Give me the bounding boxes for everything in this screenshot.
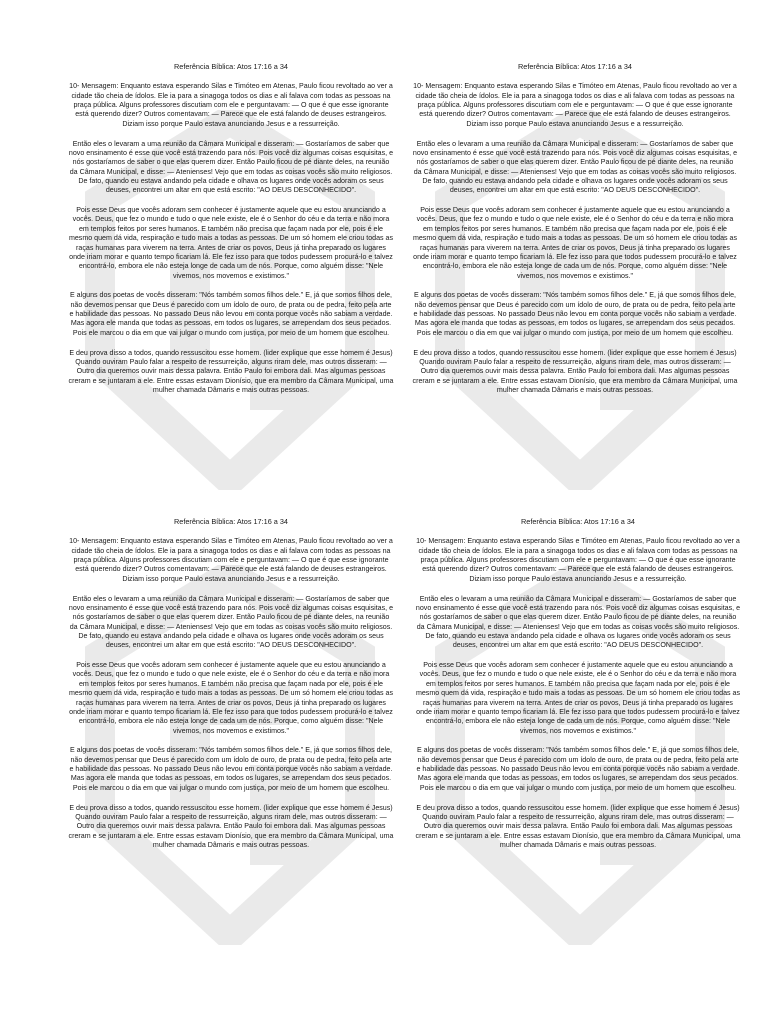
handout-card-top-right <box>412 62 738 406</box>
card-paragraph: E deu prova disso a todos, quando ressuscitou esse homem. (lider explique que esse homem é Jesus) Quando ouviram Paulo falar a respeito de ressurreição, alguns riram dele, mas outros disseram: — Outro dia queremos ouvir mais dessa palavra. Então Paulo foi embora dali. Mas algumas pessoas creram e se juntaram a ele. Entre essas estavam Dionísio, que era membro da Câmara Municipal, uma mulher chamada Dâmaris e mais outras pessoas. <box>412 348 738 394</box>
card-paragraph: E deu prova disso a todos, quando ressuscitou esse homem. (lider explique que esse homem é Jesus) Quando ouviram Paulo falar a respeito de ressurreição, alguns riram dele, mas outros disseram: — Outro dia queremos ouvir mais dessa palavra. Então Paulo foi embora dali. Mas algumas pessoas creram e se juntaram a ele. Entre essas estavam Dionísio, que era membro da Câmara Municipal, uma mulher chamada Dâmaris e mais outras pessoas. <box>415 803 741 849</box>
card-title: Referência Bíblica: Atos 17:16 a 34 <box>518 62 632 71</box>
card-paragraph: Então eles o levaram a uma reunião da Câmara Municipal e disseram: — Gostaríamos de saber que novo ensinamento é esse que você está trazendo para nós. Pois você diz algumas coisas esquisitas, e nós gostaríamos de saber o que elas querem dizer. Então Paulo ficou de pé diante deles, na reunião da Câmara Municipal, e disse: — Atenienses! Vejo que em todas as coisas vocês são muito religiosos. De fato, quando eu estava andando pela cidade e olhava os lugares onde vocês adoram os seus deuses, encontrei um altar em que está escrito: "AO DEUS DESCONHECIDO". <box>68 594 394 650</box>
card-title: Referência Bíblica: Atos 17:16 a 34 <box>174 62 288 71</box>
card-paragraph: E deu prova disso a todos, quando ressuscitou esse homem. (lider explique que esse homem é Jesus) Quando ouviram Paulo falar a respeito de ressurreição, alguns riram dele, mas outros disseram: — Outro dia queremos ouvir mais dessa palavra. Então Paulo foi embora dali. Mas algumas pessoas creram e se juntaram a ele. Entre essas estavam Dionísio, que era membro da Câmara Municipal, uma mulher chamada Dâmaris e mais outras pessoas. <box>68 803 394 849</box>
card-paragraph: E alguns dos poetas de vocês disseram: "Nós também somos filhos dele." E, já que somos filhos dele, não devemos pensar que Deus é parecido com um ídolo de ouro, de prata ou de pedra, feito pela arte e habilidade das pessoas. No passado Deus não levou em conta porque vocês não sabiam a verdade. Mas agora ele manda que todas as pessoas, em todos os lugares, se arrependam dos seus pecados. Pois ele marcou o dia em que vai julgar o mundo com justiça, por meio de um homem que escolheu. <box>413 291 737 337</box>
card-title: Referência Bíblica: Atos 17:16 a 34 <box>521 517 635 526</box>
card-paragraph: Pois esse Deus que vocês adoram sem conhecer é justamente aquele que eu estou anunciando a vocês. Deus, que fez o mundo e tudo o que nele existe, ele é o Senhor do céu e da terra e não mora em templos feitos por seres humanos. E também não precisa que façam nada por ele, pois é ele mesmo quem dá vida, respiração e tudo mais a todas as pessoas. De um só homem ele criou todas as raças humanas para viverem na terra. Antes de criar os povos, Deus já tinha preparado os lugares onde iriam morar e quanto tempo ficariam lá. Ele fez isso para que todos pudessem procurá-lo e talvez encontrá-lo, embora ele não esteja longe de cada um de nós. Porque, como alguém disse: "Nele vivemos, nos movemos e existimos." <box>415 661 741 735</box>
card-paragraph: E alguns dos poetas de vocês disseram: "Nós também somos filhos dele." E, já que somos filhos dele, não devemos pensar que Deus é parecido com um ídolo de ouro, de prata ou de pedra, feito pela arte e habilidade das pessoas. No passado Deus não levou em conta porque vocês não sabiam a verdade. Mas agora ele manda que todas as pessoas, em todos os lugares, se arrependam dos seus pecados. Pois ele marcou o dia em que vai julgar o mundo com justiça, por meio de um homem que escolheu. <box>416 746 740 792</box>
card-paragraph: Então eles o levaram a uma reunião da Câmara Municipal e disseram: — Gostaríamos de saber que novo ensinamento é esse que você está trazendo para nós. Pois você diz algumas coisas esquisitas, e nós gostaríamos de saber o que elas querem dizer. Então Paulo ficou de pé diante deles, na reunião da Câmara Municipal, e disse: — Atenienses! Vejo que em todas as coisas vocês são muito religiosos. De fato, quando eu estava andando pela cidade e olhava os lugares onde vocês adoram os seus deuses, encontrei um altar em que está escrito: "AO DEUS DESCONHECIDO". <box>415 594 741 650</box>
card-paragraph: Pois esse Deus que vocês adoram sem conhecer é justamente aquele que eu estou anunciando a vocês. Deus, que fez o mundo e tudo o que nele existe, ele é o Senhor do céu e da terra e não mora em templos feitos por seres humanos. E também não precisa que façam nada por ele, pois é ele mesmo quem dá vida, respiração e tudo mais a todas as pessoas. De um só homem ele criou todas as raças humanas para viverem na terra. Antes de criar os povos, Deus já tinha preparado os lugares onde iriam morar e quanto tempo ficariam lá. Ele fez isso para que todos pudessem procurá-lo e talvez encontrá-lo, embora ele não esteja longe de cada um de nós. Porque, como alguém disse: "Nele vivemos, nos movemos e existimos." <box>68 206 394 280</box>
card-paragraph: 10- Mensagem: Enquanto estava esperando Silas e Timóteo em Atenas, Paulo ficou revoltado ao ver a cidade tão cheia de ídolos. Ele ia para a sinagoga todos os dias e ali falava com todas as pessoas na praça pública. Alguns professores discutiam com ele e perguntavam: — O que é que esse ignorante está querendo dizer? Outros comentavam: — Parece que ele está falando de deuses estrangeiros. Diziam isso porque Paulo estava anunciando Jesus e a ressurreição. <box>69 82 393 128</box>
card-paragraph: Então eles o levaram a uma reunião da Câmara Municipal e disseram: — Gostaríamos de saber que novo ensinamento é esse que você está trazendo para nós. Pois você diz algumas coisas esquisitas, e nós gostaríamos de saber o que elas querem dizer. Então Paulo ficou de pé diante deles, na reunião da Câmara Municipal, e disse: — Atenienses! Vejo que em todas as coisas vocês são muito religiosos. De fato, quando eu estava andando pela cidade e olhava os lugares onde vocês adoram os seus deuses, encontrei um altar em que está escrito: "AO DEUS DESCONHECIDO". <box>412 139 738 195</box>
handout-card-bottom-left <box>68 517 394 861</box>
card-title: Referência Bíblica: Atos 17:16 a 34 <box>174 517 288 526</box>
card-paragraph: Então eles o levaram a uma reunião da Câmara Municipal e disseram: — Gostaríamos de saber que novo ensinamento é esse que você está trazendo para nós. Pois você diz algumas coisas esquisitas, e nós gostaríamos de saber o que elas querem dizer. Então Paulo ficou de pé diante deles, na reunião da Câmara Municipal, e disse: — Atenienses! Vejo que em todas as coisas vocês são muito religiosos. De fato, quando eu estava andando pela cidade e olhava os lugares onde vocês adoram os seus deuses, encontrei um altar em que está escrito: "AO DEUS DESCONHECIDO". <box>68 139 394 195</box>
card-paragraph: 10- Mensagem: Enquanto estava esperando Silas e Timóteo em Atenas, Paulo ficou revoltado ao ver a cidade tão cheia de ídolos. Ele ia para a sinagoga todos os dias e ali falava com todas as pessoas na praça pública. Alguns professores discutiam com ele e perguntavam: — O que é que esse ignorante está querendo dizer? Outros comentavam: — Parece que ele está falando de deuses estrangeiros. Diziam isso porque Paulo estava anunciando Jesus e a ressurreição. <box>416 537 740 583</box>
card-paragraph: E alguns dos poetas de vocês disseram: "Nós também somos filhos dele." E, já que somos filhos dele, não devemos pensar que Deus é parecido com um ídolo de ouro, de prata ou de pedra, feito pela arte e habilidade das pessoas. No passado Deus não levou em conta porque vocês não sabiam a verdade. Mas agora ele manda que todas as pessoas, em todos os lugares, se arrependam dos seus pecados. Pois ele marcou o dia em que vai julgar o mundo com justiça, por meio de um homem que escolheu. <box>69 746 393 792</box>
handout-card-top-left <box>68 62 394 406</box>
card-paragraph: Pois esse Deus que vocês adoram sem conhecer é justamente aquele que eu estou anunciando a vocês. Deus, que fez o mundo e tudo o que nele existe, ele é o Senhor do céu e da terra e não mora em templos feitos por seres humanos. E também não precisa que façam nada por ele, pois é ele mesmo quem dá vida, respiração e tudo mais a todas as pessoas. De um só homem ele criou todas as raças humanas para viverem na terra. Antes de criar os povos, Deus já tinha preparado os lugares onde iriam morar e quanto tempo ficariam lá. Ele fez isso para que todos pudessem procurá-lo e talvez encontrá-lo, embora ele não esteja longe de cada um de nós. Porque, como alguém disse: "Nele vivemos, nos movemos e existimos." <box>68 661 394 735</box>
card-paragraph: Pois esse Deus que vocês adoram sem conhecer é justamente aquele que eu estou anunciando a vocês. Deus, que fez o mundo e tudo o que nele existe, ele é o Senhor do céu e da terra e não mora em templos feitos por seres humanos. E também não precisa que façam nada por ele, pois é ele mesmo quem dá vida, respiração e tudo mais a todas as pessoas. De um só homem ele criou todas as raças humanas para viverem na terra. Antes de criar os povos, Deus já tinha preparado os lugares onde iriam morar e quanto tempo ficariam lá. Ele fez isso para que todos pudessem procurá-lo e talvez encontrá-lo, embora ele não esteja longe de cada um de nós. Porque, como alguém disse: "Nele vivemos, nos movemos e existimos." <box>412 206 738 280</box>
handout-card-bottom-right <box>415 517 741 861</box>
card-paragraph: E deu prova disso a todos, quando ressuscitou esse homem. (lider explique que esse homem é Jesus) Quando ouviram Paulo falar a respeito de ressurreição, alguns riram dele, mas outros disseram: — Outro dia queremos ouvir mais dessa palavra. Então Paulo foi embora dali. Mas algumas pessoas creram e se juntaram a ele. Entre essas estavam Dionísio, que era membro da Câmara Municipal, uma mulher chamada Dâmaris e mais outras pessoas. <box>68 348 394 394</box>
card-paragraph: 10- Mensagem: Enquanto estava esperando Silas e Timóteo em Atenas, Paulo ficou revoltado ao ver a cidade tão cheia de ídolos. Ele ia para a sinagoga todos os dias e ali falava com todas as pessoas na praça pública. Alguns professores discutiam com ele e perguntavam: — O que é que esse ignorante está querendo dizer? Outros comentavam: — Parece que ele está falando de deuses estrangeiros. Diziam isso porque Paulo estava anunciando Jesus e a ressurreição. <box>413 82 737 128</box>
card-paragraph: 10- Mensagem: Enquanto estava esperando Silas e Timóteo em Atenas, Paulo ficou revoltado ao ver a cidade tão cheia de ídolos. Ele ia para a sinagoga todos os dias e ali falava com todas as pessoas na praça pública. Alguns professores discutiam com ele e perguntavam: — O que é que esse ignorante está querendo dizer? Outros comentavam: — Parece que ele está falando de deuses estrangeiros. Diziam isso porque Paulo estava anunciando Jesus e a ressurreição. <box>69 537 393 583</box>
card-paragraph: E alguns dos poetas de vocês disseram: "Nós também somos filhos dele." E, já que somos filhos dele, não devemos pensar que Deus é parecido com um ídolo de ouro, de prata ou de pedra, feito pela arte e habilidade das pessoas. No passado Deus não levou em conta porque vocês não sabiam a verdade. Mas agora ele manda que todas as pessoas, em todos os lugares, se arrependam dos seus pecados. Pois ele marcou o dia em que vai julgar o mundo com justiça, por meio de um homem que escolheu. <box>69 291 393 337</box>
